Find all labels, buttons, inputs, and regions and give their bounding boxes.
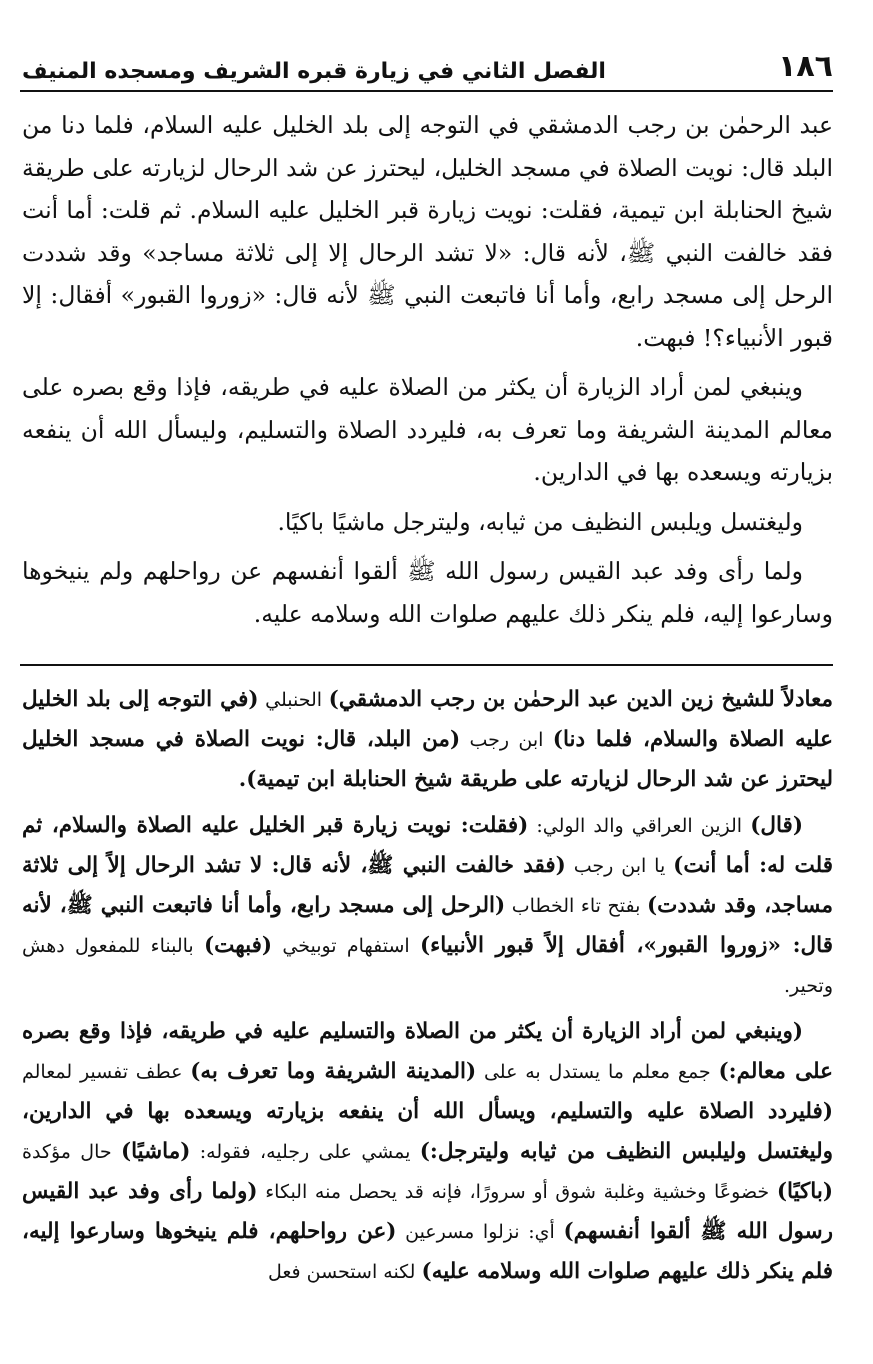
gloss: عطف تفسير لمعالم [22,1061,191,1083]
gloss: بفتح تاء الخطاب [505,895,647,917]
gloss: جمع معلم ما يستدل به على [476,1061,719,1083]
lemma: (باكيًا) [776,1179,833,1204]
gloss: استفهام توبيخي [272,935,420,957]
main-text [22,104,833,642]
gloss: يا ابن رجب [565,855,674,877]
lemma: (المدينة الشريفة وما تعرف به) [190,1059,477,1084]
main-paragraph-4: ولما رأى وفد عبد القيس رسول الله ﷺ ألقوا أنفسهم عن رواحلهم ولم ينيخوها وسارعوا إليه، فلم ينكر ذلك عليهم صلوات الله وسلامه عليه. [22,557,833,628]
chapter-title: الفصل الثاني في زيارة قبره الشريف ومسجده المنيف [22,59,606,84]
main-paragraph-2: وينبغي لمن أراد الزيارة أن يكثر من الصلاة عليه في طريقه، فإذا وقع بصره على معالم المدينة الشريفة وما تعرف به، فليردد الصلاة والتسليم، وليسأل الله أن ينفعه بزيارته ويسعده بها في الدارين. [22,373,833,486]
gloss: ابن رجب [460,729,553,751]
commentary-paragraph-1 [22,680,833,800]
lemma: (فليردد الصلاة عليه والتسليم، ويسأل الله أن ينفعه بزيارته ويسعده بها في الدارين، وليغتسل وليلبس النظيف من ثيابه وليترجل:) [22,1099,833,1164]
gloss: بالبناء للمفعول دهش وتحير. [22,935,833,997]
gloss: خضوعًا وخشية وغلبة شوق أو سرورًا، فإنه قد يحصل منه البكاء [257,1181,777,1203]
gloss: يمشي على رجليه، فقوله: [190,1141,420,1163]
lemma: (ولما رأى وفد عبد القيس رسول الله ﷺ ألقوا أنفسهم) [22,1179,834,1244]
page-number: ١٨٦ [778,49,833,84]
lemma: (وينبغي لمن أراد الزيارة أن يكثر من الصلاة والتسليم عليه في طريقه، فإذا وقع بصره على معالم:) [22,1019,833,1084]
lemma: (فقلت: نويت زيارة قبر الخليل عليه الصلاة والسلام، ثم قلت له: أما أنت) [22,813,833,878]
lemma: (فبهت) [203,933,273,958]
gloss: الزين العراقي والد الولي: [528,815,751,837]
page-header [22,38,833,84]
main-paragraph-3: وليغتسل ويلبس النظيف من ثيابه، وليترجل ماشيًا باكيًا. [277,507,803,536]
commentary-paragraph-2 [22,806,833,1006]
lemma: (من البلد، قال: نويت الصلاة في مسجد الخليل ليحترز عن شد الرحال لزيارته على طريقة شيخ الحنابلة ابن تيمية). [22,727,833,792]
lemma: (الرحل إلى مسجد رابع، وأما أنا فاتبعت النبي ﷺ، لأنه قال: «زوروا القبور»، أفقال إلاً قبور الأنبياء) [22,893,833,958]
lemma: (فقد خالفت النبي ﷺ، لأنه قال: لا تشد الرحال إلاً إلى ثلاثة مساجد، وقد شددت) [22,853,834,918]
main-paragraph-1: عبد الرحمٰن بن رجب الدمشقي في التوجه إلى بلد الخليل عليه السلام، فلما دنا من البلد قال: نويت الصلاة في مسجد الخليل، ليحترز عن شد الرحال لزيارته على طريقة شيخ الحنابلة ابن تيمية، فقلت: نويت زيارة قبر الخليل عليه السلام. ثم قلت: أما أنت فقد خالفت النبي ﷺ، لأنه قال: «لا تشد الرحال إلا إلى ثلاثة مساجد» وقد شددت الرحل إلى مسجد رابع، وأما أنا فاتبعت النبي ﷺ لأنه قال: «زوروا القبور» أفقال: إلا قبور الأنبياء؟! فبهت. [22,111,833,352]
gloss: الحنبلي [258,689,329,711]
footnote-rule [20,664,833,666]
gloss: لكنه استحسن فعل [267,1261,422,1283]
header-rule [20,90,833,92]
gloss: حال مؤكدة [22,1141,121,1163]
lemma: (ماشيًا) [120,1139,191,1164]
commentary [22,680,833,1298]
lemma: (قال) [750,813,803,838]
lemma: معادلاً للشيخ زين الدين عبد الرحمٰن بن رجب الدمشقي) [328,687,833,712]
commentary-paragraph-3 [22,1012,833,1292]
gloss: أي: نزلوا مسرعين [396,1221,564,1243]
lemma: (عن رواحلهم، فلم ينيخوها وسارعوا إليه، فلم ينكر ذلك عليهم صلوات الله وسلامه عليه) [22,1219,833,1284]
lemma: (في التوجه إلى بلد الخليل عليه الصلاة والسلام، فلما دنا) [22,687,833,752]
